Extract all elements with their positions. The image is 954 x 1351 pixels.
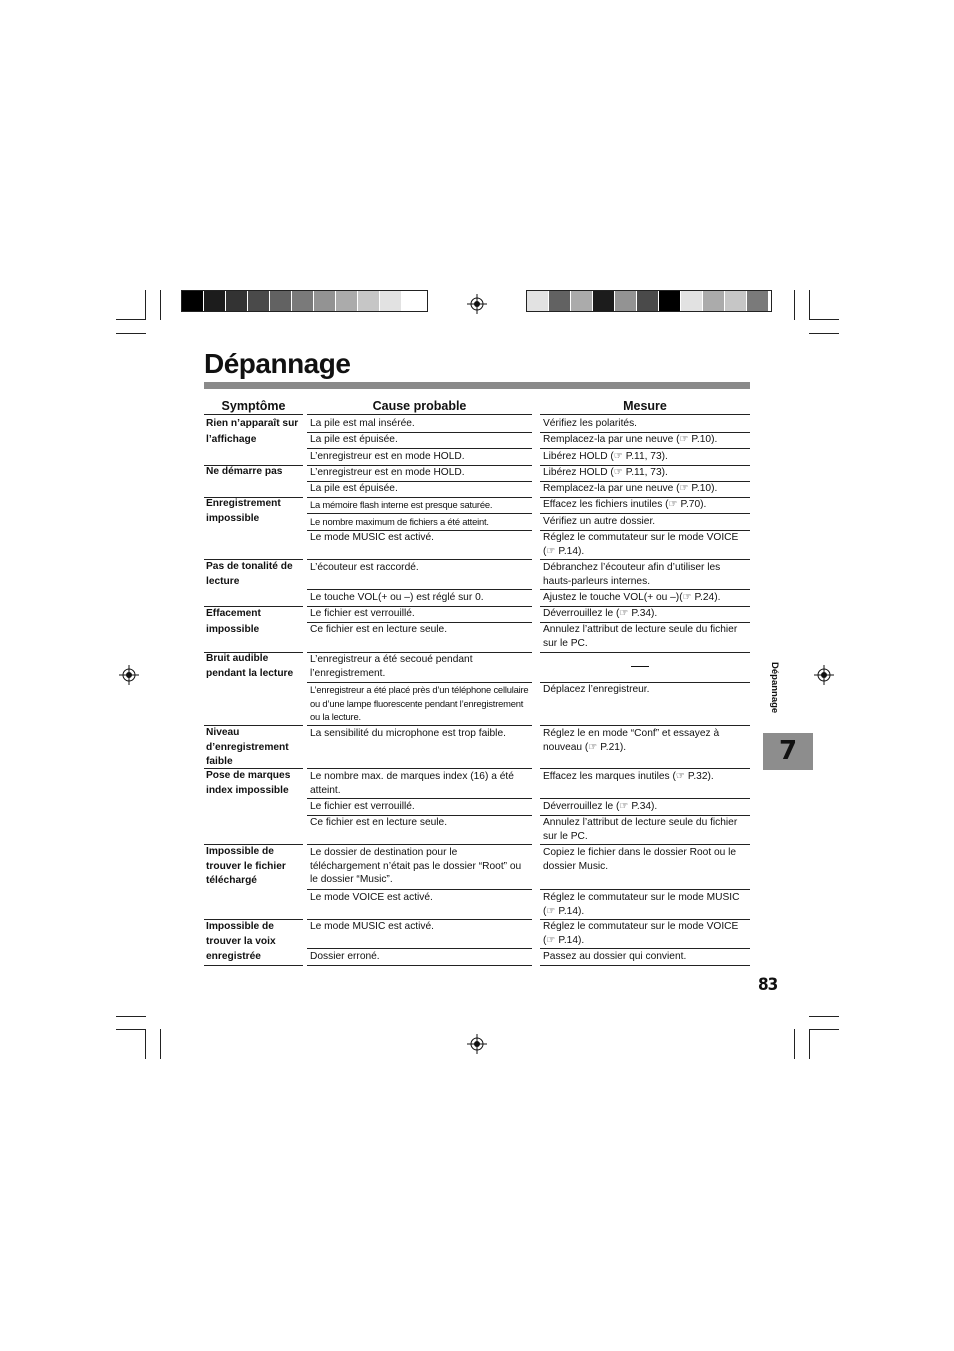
fix-cell: Copiez le fichier dans le dossier Root ou le dossier Music. [543, 847, 737, 872]
cause-cell: Ce fichier est en lecture seule. [310, 624, 448, 635]
color-swatch [593, 291, 615, 311]
color-swatch [527, 291, 549, 311]
crop-mark [794, 1029, 795, 1059]
cause-cell: Dossier erroné. [310, 951, 380, 962]
fix-cell: Déplacez l’enregistreur. [543, 684, 650, 695]
color-swatch [659, 291, 681, 311]
crop-mark [160, 1029, 161, 1059]
title-rule [204, 382, 750, 389]
cause-cell: La mémoire flash interne est presque saturée. [310, 499, 493, 510]
cause-cell: Le touche VOL(+ ou –) est réglé sur 0. [310, 592, 484, 603]
color-swatch [292, 291, 314, 311]
color-swatch [226, 291, 248, 311]
side-section-label: Dépannage [769, 662, 780, 714]
registration-mark-icon [119, 665, 139, 685]
symptom-cell: Bruit audible pendant la lecture [206, 653, 294, 679]
crop-mark [809, 319, 839, 320]
color-swatch [182, 291, 204, 311]
color-swatch [270, 291, 292, 311]
color-swatch [615, 291, 637, 311]
crop-mark [160, 290, 161, 320]
fix-cell: Passez au dossier qui convient. [543, 951, 687, 962]
cause-cell: Le mode MUSIC est activé. [310, 532, 434, 543]
cause-cell: L’enregistreur est en mode HOLD. [310, 467, 465, 478]
color-swatch [380, 291, 402, 311]
fix-cell: Libérez HOLD (☞ P.11, 73). [543, 467, 668, 478]
registration-mark-icon [467, 294, 487, 314]
cause-cell: L’enregistreur a été placé près d’un téléphone cellulaire ou d’une lampe fluorescente pendant l’enregistrement ou la lecture. [310, 684, 529, 722]
symptom-cell: Impossible de trouver la voix enregistrée [206, 921, 276, 962]
cause-cell: Le dossier de destination pour le téléchargement n’était pas le dossier “Root” ou le dossier “Music”. [310, 847, 522, 885]
header-fix: Mesure [623, 399, 667, 413]
cause-cell: Le mode MUSIC est activé. [310, 921, 434, 932]
color-swatch [358, 291, 380, 311]
crop-mark [116, 1016, 146, 1017]
chapter-tab: 7 [763, 733, 813, 770]
crop-mark [145, 290, 146, 320]
fix-cell: Vérifiez un autre dossier. [543, 516, 656, 527]
fix-cell: Déverrouillez le (☞ P.34). [543, 608, 658, 619]
fix-cell: Ajustez le touche VOL(+ ou –)(☞ P.24). [543, 592, 721, 603]
crop-mark [116, 319, 146, 320]
cause-cell: L’enregistreur a été secoué pendant l’enregistrement. [310, 654, 473, 679]
color-swatch [703, 291, 725, 311]
cause-cell: L’enregistreur est en mode HOLD. [310, 451, 465, 462]
table-rule [540, 965, 750, 966]
color-swatch [336, 291, 358, 311]
crop-mark [116, 1029, 146, 1030]
crop-mark [145, 1029, 146, 1059]
header-cause: Cause probable [372, 399, 467, 413]
table-rule [307, 965, 532, 966]
symptom-cell: Enregistrement impossible [206, 498, 281, 524]
symptom-cell: Pose de marques index impossible [206, 770, 291, 796]
crop-mark [809, 1029, 810, 1059]
header-symptom: Symptôme [221, 399, 286, 413]
registration-mark-icon [467, 1034, 487, 1054]
color-calibration-strip [181, 290, 428, 312]
crop-mark [809, 1029, 839, 1030]
fix-cell: Réglez le en mode “Conf” et essayez à nouveau (☞ P.21). [543, 728, 720, 753]
color-swatch [637, 291, 659, 311]
cause-cell: La pile est mal insérée. [310, 418, 415, 429]
registration-mark-icon [814, 665, 834, 685]
symptom-cell: Ne démarre pas [206, 466, 283, 477]
color-swatch [204, 291, 226, 311]
fix-cell: Effacez les fichiers inutiles (☞ P.70). [543, 499, 707, 510]
fix-cell: Annulez l’attribut de lecture seule du fichier sur le PC. [543, 817, 738, 842]
color-swatch [549, 291, 571, 311]
symptom-cell: Pas de tonalité de lecture [206, 561, 293, 587]
cause-cell: L’écouteur est raccordé. [310, 562, 419, 573]
page-title: Dépannage [204, 348, 351, 379]
cause-cell: Ce fichier est en lecture seule. [310, 817, 448, 828]
fix-cell: Débranchez l’écouteur afin d’utiliser les hauts-parleurs internes. [543, 562, 721, 587]
table-rule [204, 965, 303, 966]
symptom-cell: Rien n’apparaît sur l’affichage [206, 418, 299, 445]
cause-cell: La pile est épuisée. [310, 483, 398, 494]
cause-cell: Le fichier est verrouillé. [310, 608, 415, 619]
fix-cell: Effacez les marques inutiles (☞ P.32). [543, 771, 714, 782]
fix-cell: Remplacez-la par une neuve (☞ P.10). [543, 434, 718, 445]
cause-cell: La pile est épuisée. [310, 434, 398, 445]
fix-cell: Remplacez-la par une neuve (☞ P.10). [543, 483, 718, 494]
color-swatch [402, 291, 424, 311]
color-swatch [248, 291, 270, 311]
fix-cell: Vérifiez les polarités. [543, 418, 637, 429]
color-swatch [571, 291, 593, 311]
crop-mark [809, 333, 839, 334]
symptom-cell: Effacement impossible [206, 608, 261, 635]
fix-cell: Réglez le commutateur sur le mode MUSIC (☞ P.14). [543, 892, 740, 917]
symptom-cell: Impossible de trouver le fichier téléchargé [206, 846, 286, 886]
color-swatch [314, 291, 336, 311]
fix-cell: Libérez HOLD (☞ P.11, 73). [543, 451, 668, 462]
color-swatch [725, 291, 747, 311]
cause-cell: Le fichier est verrouillé. [310, 801, 415, 812]
crop-mark [116, 333, 146, 334]
crop-mark [809, 1016, 839, 1017]
cause-cell: La sensibilité du microphone est trop faible. [310, 728, 506, 739]
page-number: 83 [758, 975, 778, 995]
fix-cell: Réglez le commutateur sur le mode VOICE (☞ P.14). [543, 921, 739, 946]
color-swatch [747, 291, 769, 311]
cause-cell: Le nombre max. de marques index (16) a été atteint. [310, 771, 514, 796]
symptom-cell: Niveau d’enregistrement faible [206, 727, 289, 767]
fix-cell: Annulez l’attribut de lecture seule du fichier sur le PC. [543, 624, 738, 649]
fix-cell: Déverrouillez le (☞ P.34). [543, 801, 658, 812]
crop-mark [794, 290, 795, 320]
crop-mark [809, 290, 810, 320]
color-swatch [681, 291, 703, 311]
color-calibration-strip [526, 290, 772, 312]
table-rule [540, 652, 750, 653]
cause-cell: Le nombre maximum de fichiers a été atteint. [310, 516, 489, 527]
fix-cell: Réglez le commutateur sur le mode VOICE (☞ P.14). [543, 532, 739, 557]
cause-cell: Le mode VOICE est activé. [310, 892, 433, 903]
empty-cell-dash [631, 666, 649, 667]
